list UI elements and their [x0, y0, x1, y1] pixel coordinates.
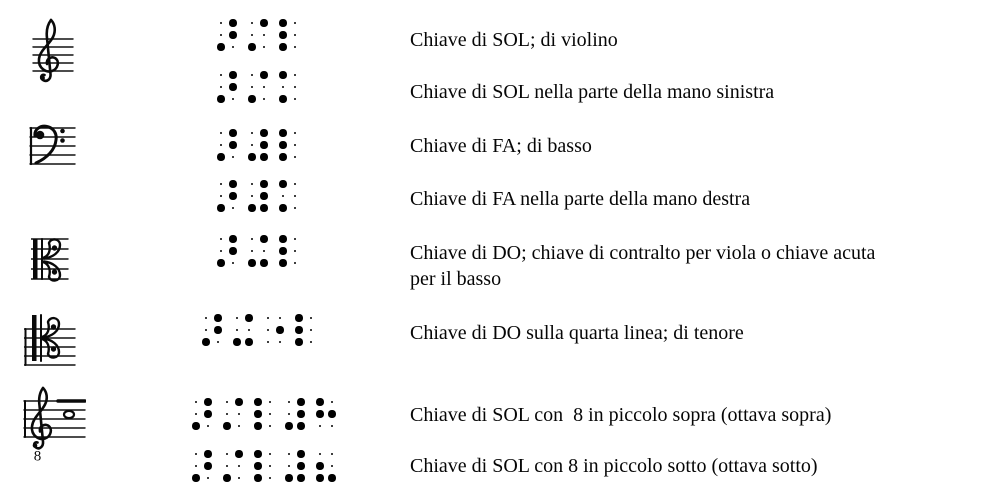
braille-dot-empty	[289, 190, 301, 202]
braille-dot-raised	[326, 472, 338, 484]
braille-dot-empty	[200, 324, 212, 336]
braille-dot-empty	[246, 139, 258, 151]
braille-dot-raised	[258, 233, 270, 245]
braille-dot-empty	[215, 81, 227, 93]
braille-dot-raised	[227, 190, 239, 202]
braille-dot-empty	[264, 448, 276, 460]
braille-dot-raised	[227, 127, 239, 139]
braille-dot-empty	[258, 245, 270, 257]
braille-dot-raised	[314, 472, 326, 484]
braille-dot-raised	[277, 257, 289, 269]
braille-cell	[262, 312, 286, 348]
braille-dot-empty	[305, 336, 317, 348]
braille-dot-raised	[252, 420, 264, 432]
braille-cell	[221, 396, 245, 432]
braille-dot-empty	[289, 81, 301, 93]
braille-dot-raised	[252, 460, 264, 472]
braille-dot-empty	[277, 81, 289, 93]
braille-dot-raised	[314, 396, 326, 408]
braille-dot-empty	[215, 29, 227, 41]
braille-dot-raised	[202, 408, 214, 420]
braille-tenor-clef	[200, 312, 317, 348]
braille-dot-empty	[283, 460, 295, 472]
braille-dot-empty	[215, 139, 227, 151]
braille-dot-empty	[326, 448, 338, 460]
whole-note	[64, 411, 74, 418]
braille-dot-empty	[215, 127, 227, 139]
description-do-tenore: Chiave di DO sulla quarta linea; di tenore	[410, 322, 744, 344]
braille-dot-raised	[227, 17, 239, 29]
braille-dot-raised	[277, 41, 289, 53]
braille-dot-empty	[289, 127, 301, 139]
braille-dot-empty	[289, 257, 301, 269]
braille-dot-empty	[262, 336, 274, 348]
braille-cell	[246, 69, 270, 105]
braille-dot-raised	[221, 420, 233, 432]
description-sol-ottava-sotto: Chiave di SOL con 8 in piccolo sotto (ottava sotto)	[410, 455, 818, 477]
braille-dot-empty	[227, 257, 239, 269]
braille-dot-raised	[190, 420, 202, 432]
braille-dot-raised	[314, 460, 326, 472]
braille-dot-empty	[289, 151, 301, 163]
braille-cell	[277, 233, 301, 269]
braille-dot-raised	[246, 257, 258, 269]
braille-dot-raised	[202, 460, 214, 472]
braille-dot-empty	[283, 448, 295, 460]
braille-dot-raised	[215, 41, 227, 53]
braille-dot-empty	[246, 29, 258, 41]
braille-dot-raised	[293, 324, 305, 336]
braille-dot-empty	[289, 29, 301, 41]
braille-cell	[246, 178, 270, 214]
tenor-clef-icon	[24, 312, 76, 372]
braille-dot-empty	[227, 151, 239, 163]
braille-dot-raised	[215, 202, 227, 214]
braille-cell	[283, 448, 307, 484]
braille-cell	[190, 396, 214, 432]
description-fa-basso: Chiave di FA; di basso	[410, 135, 592, 157]
braille-dot-empty	[227, 41, 239, 53]
braille-dot-raised	[277, 178, 289, 190]
braille-dot-empty	[258, 41, 270, 53]
braille-dot-raised	[258, 190, 270, 202]
braille-dot-raised	[215, 93, 227, 105]
braille-dot-empty	[190, 408, 202, 420]
braille-dot-empty	[221, 460, 233, 472]
braille-dot-raised	[277, 69, 289, 81]
braille-cell	[252, 396, 276, 432]
braille-dot-raised	[277, 29, 289, 41]
braille-dot-raised	[215, 151, 227, 163]
ottava-8-label: 8	[33, 448, 42, 462]
braille-treble-8-below	[190, 448, 338, 484]
description-sol-violino: Chiave di SOL; di violino	[410, 29, 618, 51]
braille-dot-empty	[264, 396, 276, 408]
braille-dot-raised	[227, 29, 239, 41]
braille-dot-empty	[215, 245, 227, 257]
braille-cell	[252, 448, 276, 484]
braille-dot-empty	[215, 69, 227, 81]
braille-dot-empty	[243, 324, 255, 336]
braille-dot-empty	[227, 93, 239, 105]
braille-dot-empty	[231, 312, 243, 324]
braille-dot-raised	[246, 41, 258, 53]
braille-dot-raised	[258, 178, 270, 190]
braille-dot-raised	[202, 396, 214, 408]
braille-bass-right-hand	[215, 178, 301, 214]
description-fa-mano-destra: Chiave di FA nella parte della mano destra	[410, 188, 751, 210]
braille-dot-empty	[289, 41, 301, 53]
braille-dot-raised	[227, 245, 239, 257]
braille-dot-empty	[258, 81, 270, 93]
braille-dot-empty	[246, 233, 258, 245]
braille-dot-empty	[264, 408, 276, 420]
braille-dot-raised	[277, 151, 289, 163]
braille-dot-empty	[212, 336, 224, 348]
braille-dot-raised	[326, 408, 338, 420]
braille-dot-empty	[258, 29, 270, 41]
braille-dot-raised	[277, 93, 289, 105]
braille-dot-empty	[289, 139, 301, 151]
braille-dot-empty	[264, 460, 276, 472]
braille-dot-raised	[258, 139, 270, 151]
braille-dot-empty	[233, 420, 245, 432]
braille-dot-empty	[289, 93, 301, 105]
braille-dot-empty	[221, 448, 233, 460]
braille-dot-empty	[264, 472, 276, 484]
braille-treble-8-above	[190, 396, 338, 432]
braille-dot-raised	[295, 460, 307, 472]
braille-cell	[277, 178, 301, 214]
braille-dot-empty	[305, 312, 317, 324]
braille-dot-empty	[283, 408, 295, 420]
braille-cell	[215, 233, 239, 269]
braille-dot-raised	[252, 448, 264, 460]
braille-dot-raised	[277, 17, 289, 29]
braille-dot-raised	[227, 81, 239, 93]
braille-dot-raised	[212, 324, 224, 336]
braille-dot-empty	[289, 202, 301, 214]
braille-dot-raised	[295, 420, 307, 432]
braille-dot-raised	[252, 408, 264, 420]
braille-dot-empty	[215, 190, 227, 202]
braille-dot-empty	[274, 336, 286, 348]
braille-cell	[190, 448, 214, 484]
braille-dot-raised	[215, 257, 227, 269]
braille-dot-empty	[202, 420, 214, 432]
braille-dot-raised	[295, 472, 307, 484]
braille-dot-empty	[215, 233, 227, 245]
braille-dot-empty	[314, 420, 326, 432]
bass-clef-icon	[28, 123, 76, 169]
braille-cell	[246, 127, 270, 163]
braille-dot-empty	[258, 93, 270, 105]
braille-cell	[283, 396, 307, 432]
braille-alto-clef	[215, 233, 301, 269]
braille-dot-raised	[243, 312, 255, 324]
braille-dot-raised	[212, 312, 224, 324]
braille-dot-empty	[289, 233, 301, 245]
braille-dot-empty	[326, 460, 338, 472]
braille-dot-empty	[277, 190, 289, 202]
braille-cell	[215, 17, 239, 53]
braille-cell	[215, 178, 239, 214]
braille-cell	[277, 127, 301, 163]
braille-cell	[314, 448, 338, 484]
braille-dot-raised	[258, 202, 270, 214]
braille-treble-clef	[215, 17, 301, 53]
braille-dot-empty	[202, 472, 214, 484]
braille-dot-raised	[283, 420, 295, 432]
braille-dot-empty	[289, 178, 301, 190]
braille-dot-empty	[289, 17, 301, 29]
braille-cell	[246, 233, 270, 269]
braille-dot-empty	[305, 324, 317, 336]
braille-dot-raised	[293, 312, 305, 324]
braille-cell	[314, 396, 338, 432]
braille-dot-empty	[264, 420, 276, 432]
braille-dot-raised	[293, 336, 305, 348]
braille-cell	[200, 312, 224, 348]
braille-dot-raised	[277, 202, 289, 214]
braille-dot-raised	[283, 472, 295, 484]
braille-dot-raised	[258, 257, 270, 269]
braille-dot-empty	[233, 408, 245, 420]
braille-dot-raised	[277, 127, 289, 139]
alto-clef-icon	[31, 234, 69, 286]
braille-dot-empty	[190, 396, 202, 408]
braille-dot-empty	[326, 396, 338, 408]
braille-dot-raised	[202, 448, 214, 460]
braille-dot-raised	[258, 151, 270, 163]
braille-dot-empty	[233, 460, 245, 472]
braille-dot-empty	[190, 448, 202, 460]
braille-cell	[246, 17, 270, 53]
braille-dot-empty	[326, 420, 338, 432]
braille-cell	[277, 69, 301, 105]
braille-cell	[293, 312, 317, 348]
braille-dot-raised	[258, 69, 270, 81]
braille-dot-raised	[252, 472, 264, 484]
braille-dot-empty	[190, 460, 202, 472]
braille-cell	[231, 312, 255, 348]
braille-dot-empty	[246, 69, 258, 81]
braille-dot-raised	[295, 396, 307, 408]
braille-dot-empty	[246, 178, 258, 190]
braille-cell	[277, 17, 301, 53]
braille-dot-raised	[221, 472, 233, 484]
braille-dot-raised	[231, 336, 243, 348]
braille-dot-empty	[246, 245, 258, 257]
braille-dot-empty	[274, 312, 286, 324]
braille-dot-empty	[289, 69, 301, 81]
braille-dot-empty	[227, 202, 239, 214]
braille-cell	[221, 448, 245, 484]
braille-dot-empty	[246, 17, 258, 29]
braille-dot-raised	[246, 93, 258, 105]
braille-dot-raised	[258, 17, 270, 29]
braille-dot-empty	[262, 324, 274, 336]
braille-dot-raised	[227, 233, 239, 245]
description-sol-mano-sinistra: Chiave di SOL nella parte della mano sinistra	[410, 81, 775, 103]
braille-dot-empty	[246, 81, 258, 93]
description-do-contralto: Chiave di DO; chiave di contralto per viola o chiave acuta per il basso	[410, 242, 881, 290]
braille-dot-raised	[277, 233, 289, 245]
braille-dot-empty	[221, 408, 233, 420]
braille-dot-raised	[295, 448, 307, 460]
braille-dot-raised	[277, 245, 289, 257]
braille-dot-raised	[233, 396, 245, 408]
braille-dot-raised	[227, 139, 239, 151]
braille-dot-empty	[262, 312, 274, 324]
braille-dot-raised	[246, 202, 258, 214]
braille-bass-clef	[215, 127, 301, 163]
braille-dot-empty	[215, 17, 227, 29]
braille-dot-raised	[295, 408, 307, 420]
braille-dot-empty	[246, 190, 258, 202]
braille-dot-empty	[314, 448, 326, 460]
braille-dot-empty	[215, 178, 227, 190]
braille-dot-raised	[227, 69, 239, 81]
braille-dot-empty	[221, 396, 233, 408]
braille-dot-raised	[246, 151, 258, 163]
braille-dot-raised	[243, 336, 255, 348]
braille-dot-empty	[200, 312, 212, 324]
braille-dot-empty	[233, 472, 245, 484]
braille-cell	[215, 69, 239, 105]
description-sol-ottava-sopra: Chiave di SOL con 8 in piccolo sopra (ottava sopra)	[410, 404, 832, 426]
braille-dot-raised	[227, 178, 239, 190]
treble-clef-ottava-icon	[22, 386, 86, 462]
braille-dot-raised	[190, 472, 202, 484]
braille-cell	[215, 127, 239, 163]
braille-dot-raised	[277, 139, 289, 151]
treble-clef-icon	[28, 17, 74, 83]
braille-dot-raised	[274, 324, 286, 336]
braille-dot-raised	[258, 127, 270, 139]
braille-treble-left-hand	[215, 69, 301, 105]
braille-dot-raised	[200, 336, 212, 348]
braille-dot-raised	[252, 396, 264, 408]
braille-dot-raised	[314, 408, 326, 420]
braille-dot-empty	[246, 127, 258, 139]
braille-dot-empty	[289, 245, 301, 257]
braille-dot-raised	[233, 448, 245, 460]
braille-dot-empty	[283, 396, 295, 408]
braille-dot-empty	[231, 324, 243, 336]
